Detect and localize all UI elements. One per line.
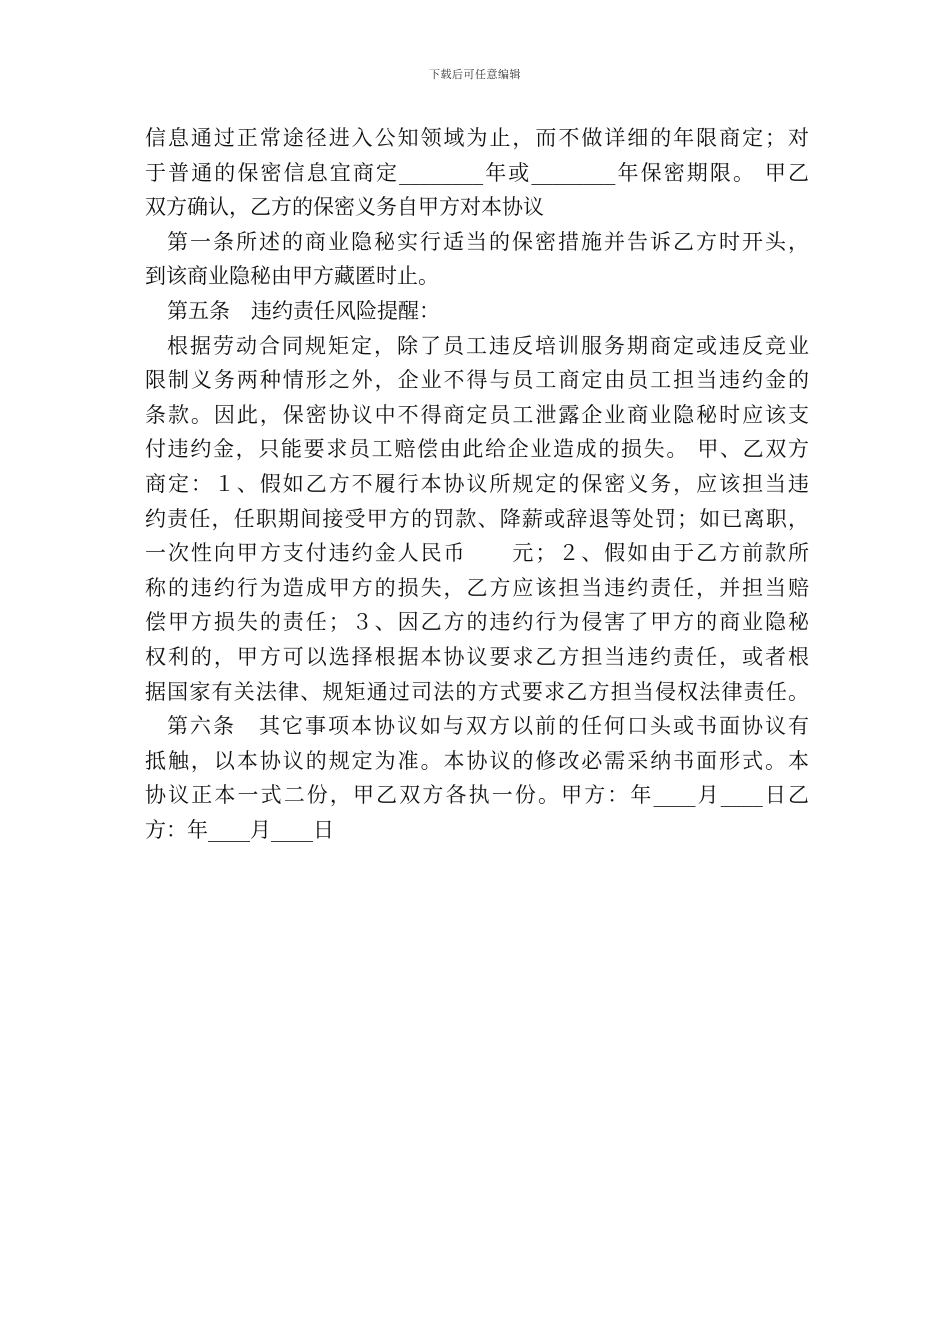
document-body xyxy=(145,121,809,847)
paragraph-line: 根据劳动合同规矩定，除了员工违反培训服务期商定或违反竞业 xyxy=(167,333,809,358)
paragraph-line: 双方确认，乙方的保密义务自甲方对本协议 xyxy=(145,195,544,220)
paragraph-line: 付违约金，只能要求员工赔偿由此给企业造成的损失。 甲、乙双方 xyxy=(145,437,809,462)
paragraph-line: 商定：１、假如乙方不履行本协议所规定的保密义务，应该担当违 xyxy=(145,471,809,496)
paragraph-line: 抵触，以本协议的规定为准。本协议的修改必需采纳书面形式。本 xyxy=(145,748,809,773)
paragraph-line: 第六条 其它事项本协议如与双方以前的任何口头或书面协议有 xyxy=(167,714,809,739)
paragraph-line: 一次性向甲方支付违约金人民币 元；２、假如由于乙方前款所 xyxy=(145,541,809,566)
paragraph-line: 据国家有关法律、规矩通过司法的方式要求乙方担当侵权法律责任。 xyxy=(145,679,809,704)
paragraph-line: 权利的，甲方可以选择根据本协议要求乙方担当违约责任，或者根 xyxy=(145,644,809,669)
paragraph-line: 称的违约行为造成甲方的损失，乙方应该担当违约责任，并担当赔 xyxy=(145,575,809,600)
paragraph-line: 偿甲方损失的责任；３、因乙方的违约行为侵害了甲方的商业隐秘 xyxy=(145,610,809,635)
section-heading: 第五条 违约责任风险提醒： xyxy=(167,298,440,323)
paragraph-line: 约责任，任职期间接受甲方的罚款、降薪或辞退等处罚；如已离职， xyxy=(145,506,809,531)
paragraph-line: 限制义务两种情形之外，企业不得与员工商定由员工担当违约金的 xyxy=(145,368,809,393)
paragraph-line: 于普通的保密信息宜商定________年或________年保密期限。 甲乙 xyxy=(145,160,809,185)
page-header: 下载后可任意编辑 xyxy=(429,68,521,81)
paragraph-line: 条款。因此，保密协议中不得商定员工泄露企业商业隐秘时应该支 xyxy=(145,402,809,427)
paragraph-line: 信息通过正常途径进入公知领域为止，而不做详细的年限商定；对 xyxy=(145,126,809,150)
paragraph-line: 到该商业隐秘由甲方藏匿时止。 xyxy=(145,264,439,289)
paragraph-line: 方：年____月____日 xyxy=(145,817,334,842)
paragraph-line: 协议正本一式二份，甲乙双方各执一份。甲方：年____月____日乙 xyxy=(145,783,809,808)
paragraph-line: 第一条所述的商业隐秘实行适当的保密措施并告诉乙方时开头， xyxy=(167,229,809,254)
